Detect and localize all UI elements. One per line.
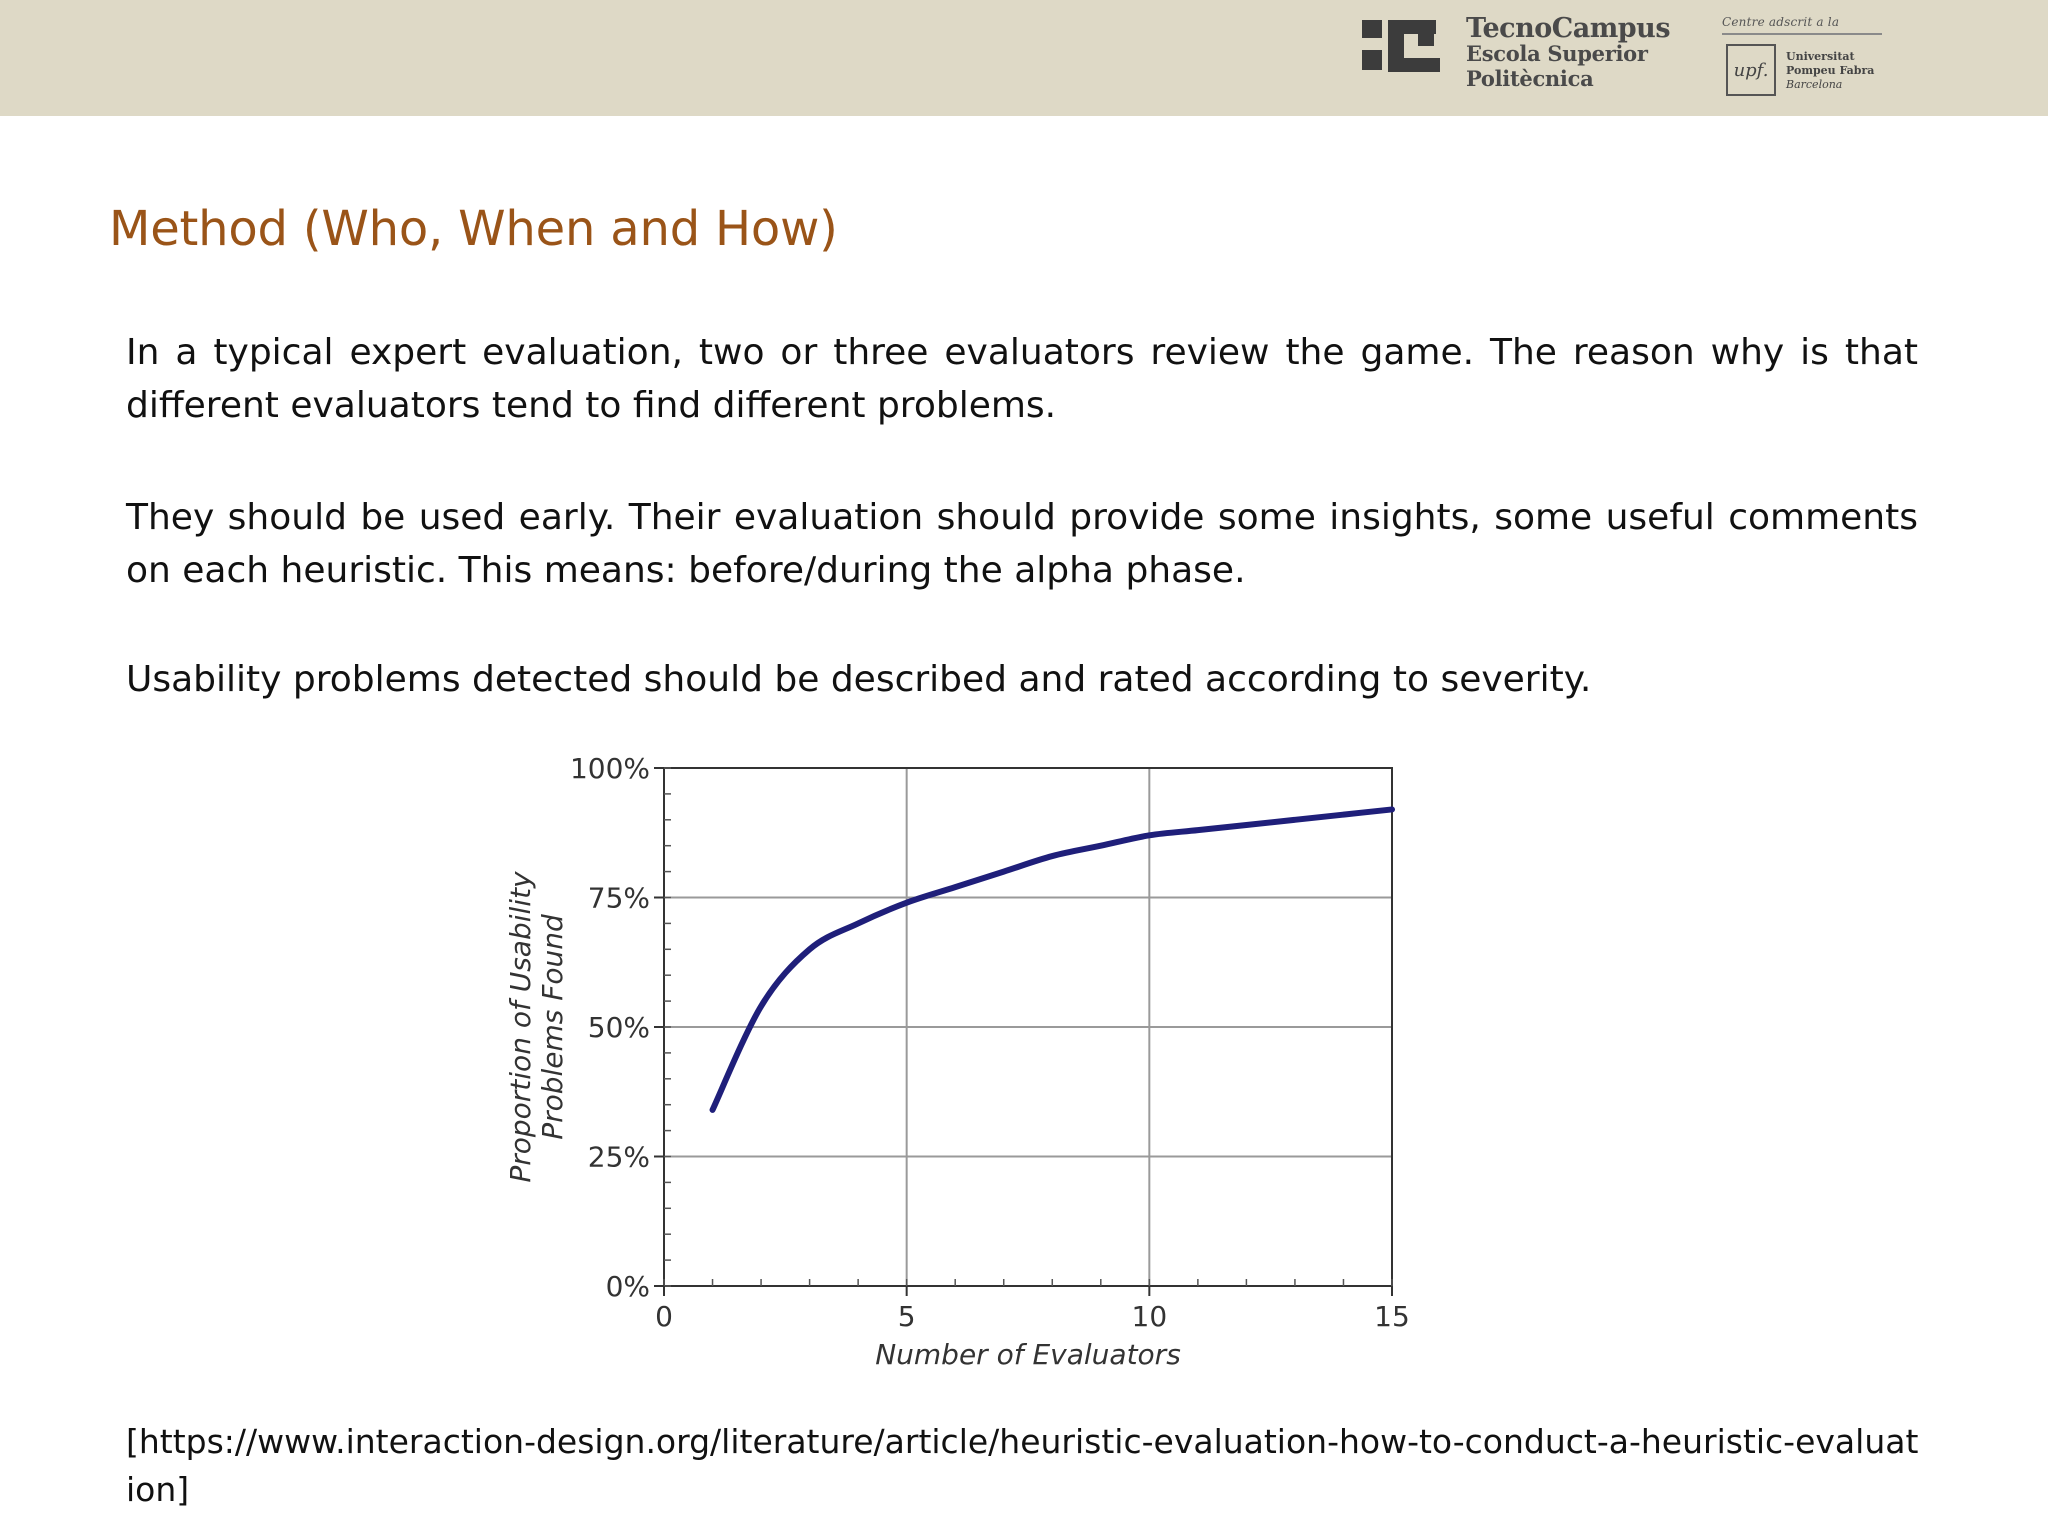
y-tick-label: 0% bbox=[605, 1270, 650, 1303]
tecnocampus-logo-text bbox=[1466, 13, 1671, 91]
evaluators-chart bbox=[470, 740, 1430, 1380]
x-tick-label: 5 bbox=[897, 1300, 916, 1333]
paragraph-evaluators: In a typical expert evaluation, two or three evaluators review the game. The reason why is that different evaluators tend to find different problems. bbox=[126, 332, 1918, 426]
data-point bbox=[1390, 807, 1395, 812]
data-point bbox=[710, 1107, 715, 1112]
upf-name-line1: Universitat bbox=[1786, 50, 1855, 63]
upf-logo-text bbox=[1786, 50, 1874, 92]
x-tick-label: 0 bbox=[655, 1300, 673, 1333]
x-tick-label: 15 bbox=[1374, 1300, 1410, 1333]
data-point bbox=[1001, 869, 1006, 874]
data-point bbox=[1292, 817, 1297, 822]
upf-divider bbox=[1722, 33, 1882, 35]
y-axis-label-line2: Problems Found bbox=[536, 914, 569, 1140]
upf-name-line2: Pompeu Fabra bbox=[1786, 64, 1875, 77]
header-band bbox=[0, 0, 2048, 116]
y-tick-label: 25% bbox=[587, 1140, 650, 1174]
x-axis-ticks bbox=[655, 1286, 1410, 1333]
upf-name-line3: Barcelona bbox=[1786, 78, 1843, 91]
data-point bbox=[856, 921, 861, 926]
y-tick-label: 75% bbox=[587, 881, 650, 915]
paragraph-severity: Usability problems detected should be described and rated according to severity. bbox=[126, 659, 1592, 700]
data-point bbox=[1341, 812, 1346, 817]
y-tick-label: 50% bbox=[587, 1011, 650, 1044]
y-tick-label: 100% bbox=[569, 752, 650, 785]
chart-grid bbox=[664, 768, 1392, 1286]
y-axis-ticks bbox=[570, 752, 664, 1303]
data-point bbox=[759, 1004, 764, 1009]
data-point bbox=[1050, 854, 1055, 859]
data-point bbox=[1147, 833, 1152, 838]
data-point bbox=[1098, 843, 1103, 848]
upf-logo-mark: upf. bbox=[1726, 44, 1776, 96]
data-point bbox=[807, 947, 812, 952]
reference-link: [https://www.interaction-design.org/literature/article/heuristic-evaluation-how-to-conduct-a-heuristic-evaluation] bbox=[126, 1422, 1919, 1509]
data-point bbox=[953, 885, 958, 890]
y-axis-label-line1: Proportion of Usability bbox=[504, 871, 537, 1183]
x-axis-label: Number of Evaluators bbox=[875, 1338, 1181, 1371]
x-tick-label: 10 bbox=[1131, 1300, 1168, 1333]
tecnocampus-logo-icon bbox=[1362, 20, 1442, 74]
tecnocampus-subtitle-line3: Politècnica bbox=[1466, 66, 1594, 91]
data-point bbox=[904, 900, 909, 905]
series-points bbox=[710, 807, 1394, 1112]
upf-caption: Centre adscrit a la bbox=[1722, 15, 1840, 29]
tecnocampus-name: TecnoCampus bbox=[1466, 13, 1671, 44]
data-point bbox=[1244, 822, 1249, 827]
paragraph-timing: They should be used early. Their evaluation should provide some insights, some useful comments on each heuristic. This means: before/during the alpha phase. bbox=[126, 497, 1918, 591]
tecnocampus-subtitle-line2: Escola Superior bbox=[1466, 41, 1648, 66]
data-point bbox=[1195, 828, 1200, 833]
page-title: Method (Who, When and How) bbox=[109, 201, 838, 257]
